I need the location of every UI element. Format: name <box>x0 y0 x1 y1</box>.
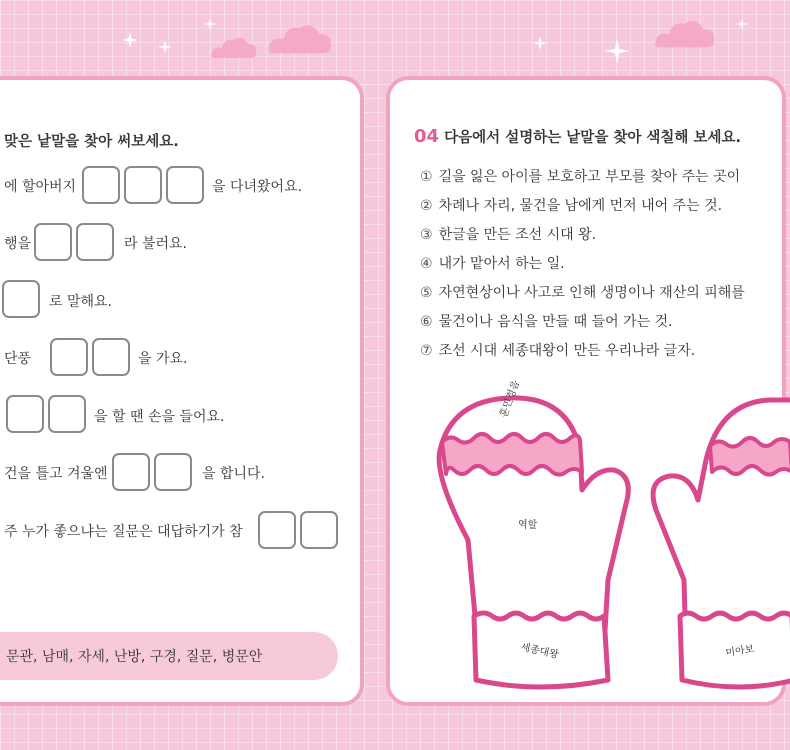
clue-item: ③ 한글을 만든 조선 시대 왕. <box>420 227 597 243</box>
cloud-icon <box>650 16 720 50</box>
clue-item: ⑤ 자연현상이나 사고로 인해 생명이나 재산의 피해를 <box>420 285 745 301</box>
answer-box[interactable] <box>258 511 296 549</box>
sparkle-icon <box>604 38 630 64</box>
sparkle-icon <box>122 32 138 48</box>
clue-item: ④ 내가 맡아서 하는 일. <box>420 256 565 272</box>
sentence-text: 에 할아버지 <box>4 179 77 195</box>
answer-box[interactable] <box>2 280 40 318</box>
mitten-right-cuff-label: 미아보 <box>724 644 756 659</box>
sparkle-icon <box>158 40 172 54</box>
word-bank-text: 문관, 남매, 자세, 난방, 구경, 질문, 병문안 <box>6 649 263 665</box>
answer-box[interactable] <box>166 166 204 204</box>
sentence-text: 을 가요. <box>138 351 188 367</box>
sparkle-icon <box>204 18 216 30</box>
cloud-icon <box>210 34 258 60</box>
answer-box[interactable] <box>76 223 114 261</box>
clue-item: ① 길을 잃은 아이를 보호하고 부모를 찾아 주는 곳이 <box>420 169 741 185</box>
sentence-text: 라 불러요. <box>124 236 187 252</box>
sentence-text: 주 누가 좋으냐는 질문은 대답하기가 참 <box>4 524 243 540</box>
answer-box[interactable] <box>34 223 72 261</box>
sentence-text: 을 다녀왔어요. <box>212 179 303 195</box>
worksheet-left-panel <box>0 76 364 706</box>
sparkle-icon <box>533 36 547 50</box>
sentence-text: 행을 <box>4 236 32 252</box>
worksheet-right-panel <box>386 76 786 706</box>
clue-item: ⑥ 물건이나 음식을 만들 때 들어 가는 것. <box>420 314 673 330</box>
clue-item: ⑦ 조선 시대 세종대왕이 만든 우리나라 글자. <box>420 343 696 359</box>
question-number: 04 <box>414 126 440 147</box>
sentence-text: 로 말해요. <box>49 294 112 310</box>
answer-box[interactable] <box>82 166 120 204</box>
clue-item: ② 차례나 자리, 물건을 남에게 먼저 내어 주는 것. <box>420 198 723 214</box>
answer-box[interactable] <box>48 395 86 433</box>
answer-box[interactable] <box>112 453 150 491</box>
mittens-illustration <box>390 380 790 710</box>
answer-box[interactable] <box>92 338 130 376</box>
question-text: 다음에서 설명하는 낱말을 찾아 색칠해 보세요. <box>444 130 742 146</box>
question-header <box>414 126 741 147</box>
answer-box[interactable] <box>154 453 192 491</box>
answer-box[interactable] <box>6 395 44 433</box>
sentence-text: 건을 틀고 겨울엔 <box>4 466 108 482</box>
mitten-left-top-label: 훈민정음 <box>498 378 523 420</box>
mitten-left[interactable] <box>439 378 628 687</box>
sparkle-icon <box>736 18 748 30</box>
mitten-left-middle-label: 역할 <box>518 520 538 531</box>
answer-box[interactable] <box>50 338 88 376</box>
sentence-text: 단풍 <box>4 351 32 367</box>
sentence-text: 을 할 땐 손을 들어요. <box>94 409 225 425</box>
mitten-left-cuff-label: 세종대왕 <box>519 642 560 661</box>
word-bank <box>0 632 338 680</box>
cloud-icon <box>266 20 334 56</box>
answer-box[interactable] <box>300 511 338 549</box>
answer-box[interactable] <box>124 166 162 204</box>
sentence-text: 을 합니다. <box>202 466 265 482</box>
exercise-title: 맞은 낱말을 찾아 써보세요. <box>4 134 179 150</box>
mitten-right[interactable] <box>653 400 790 687</box>
